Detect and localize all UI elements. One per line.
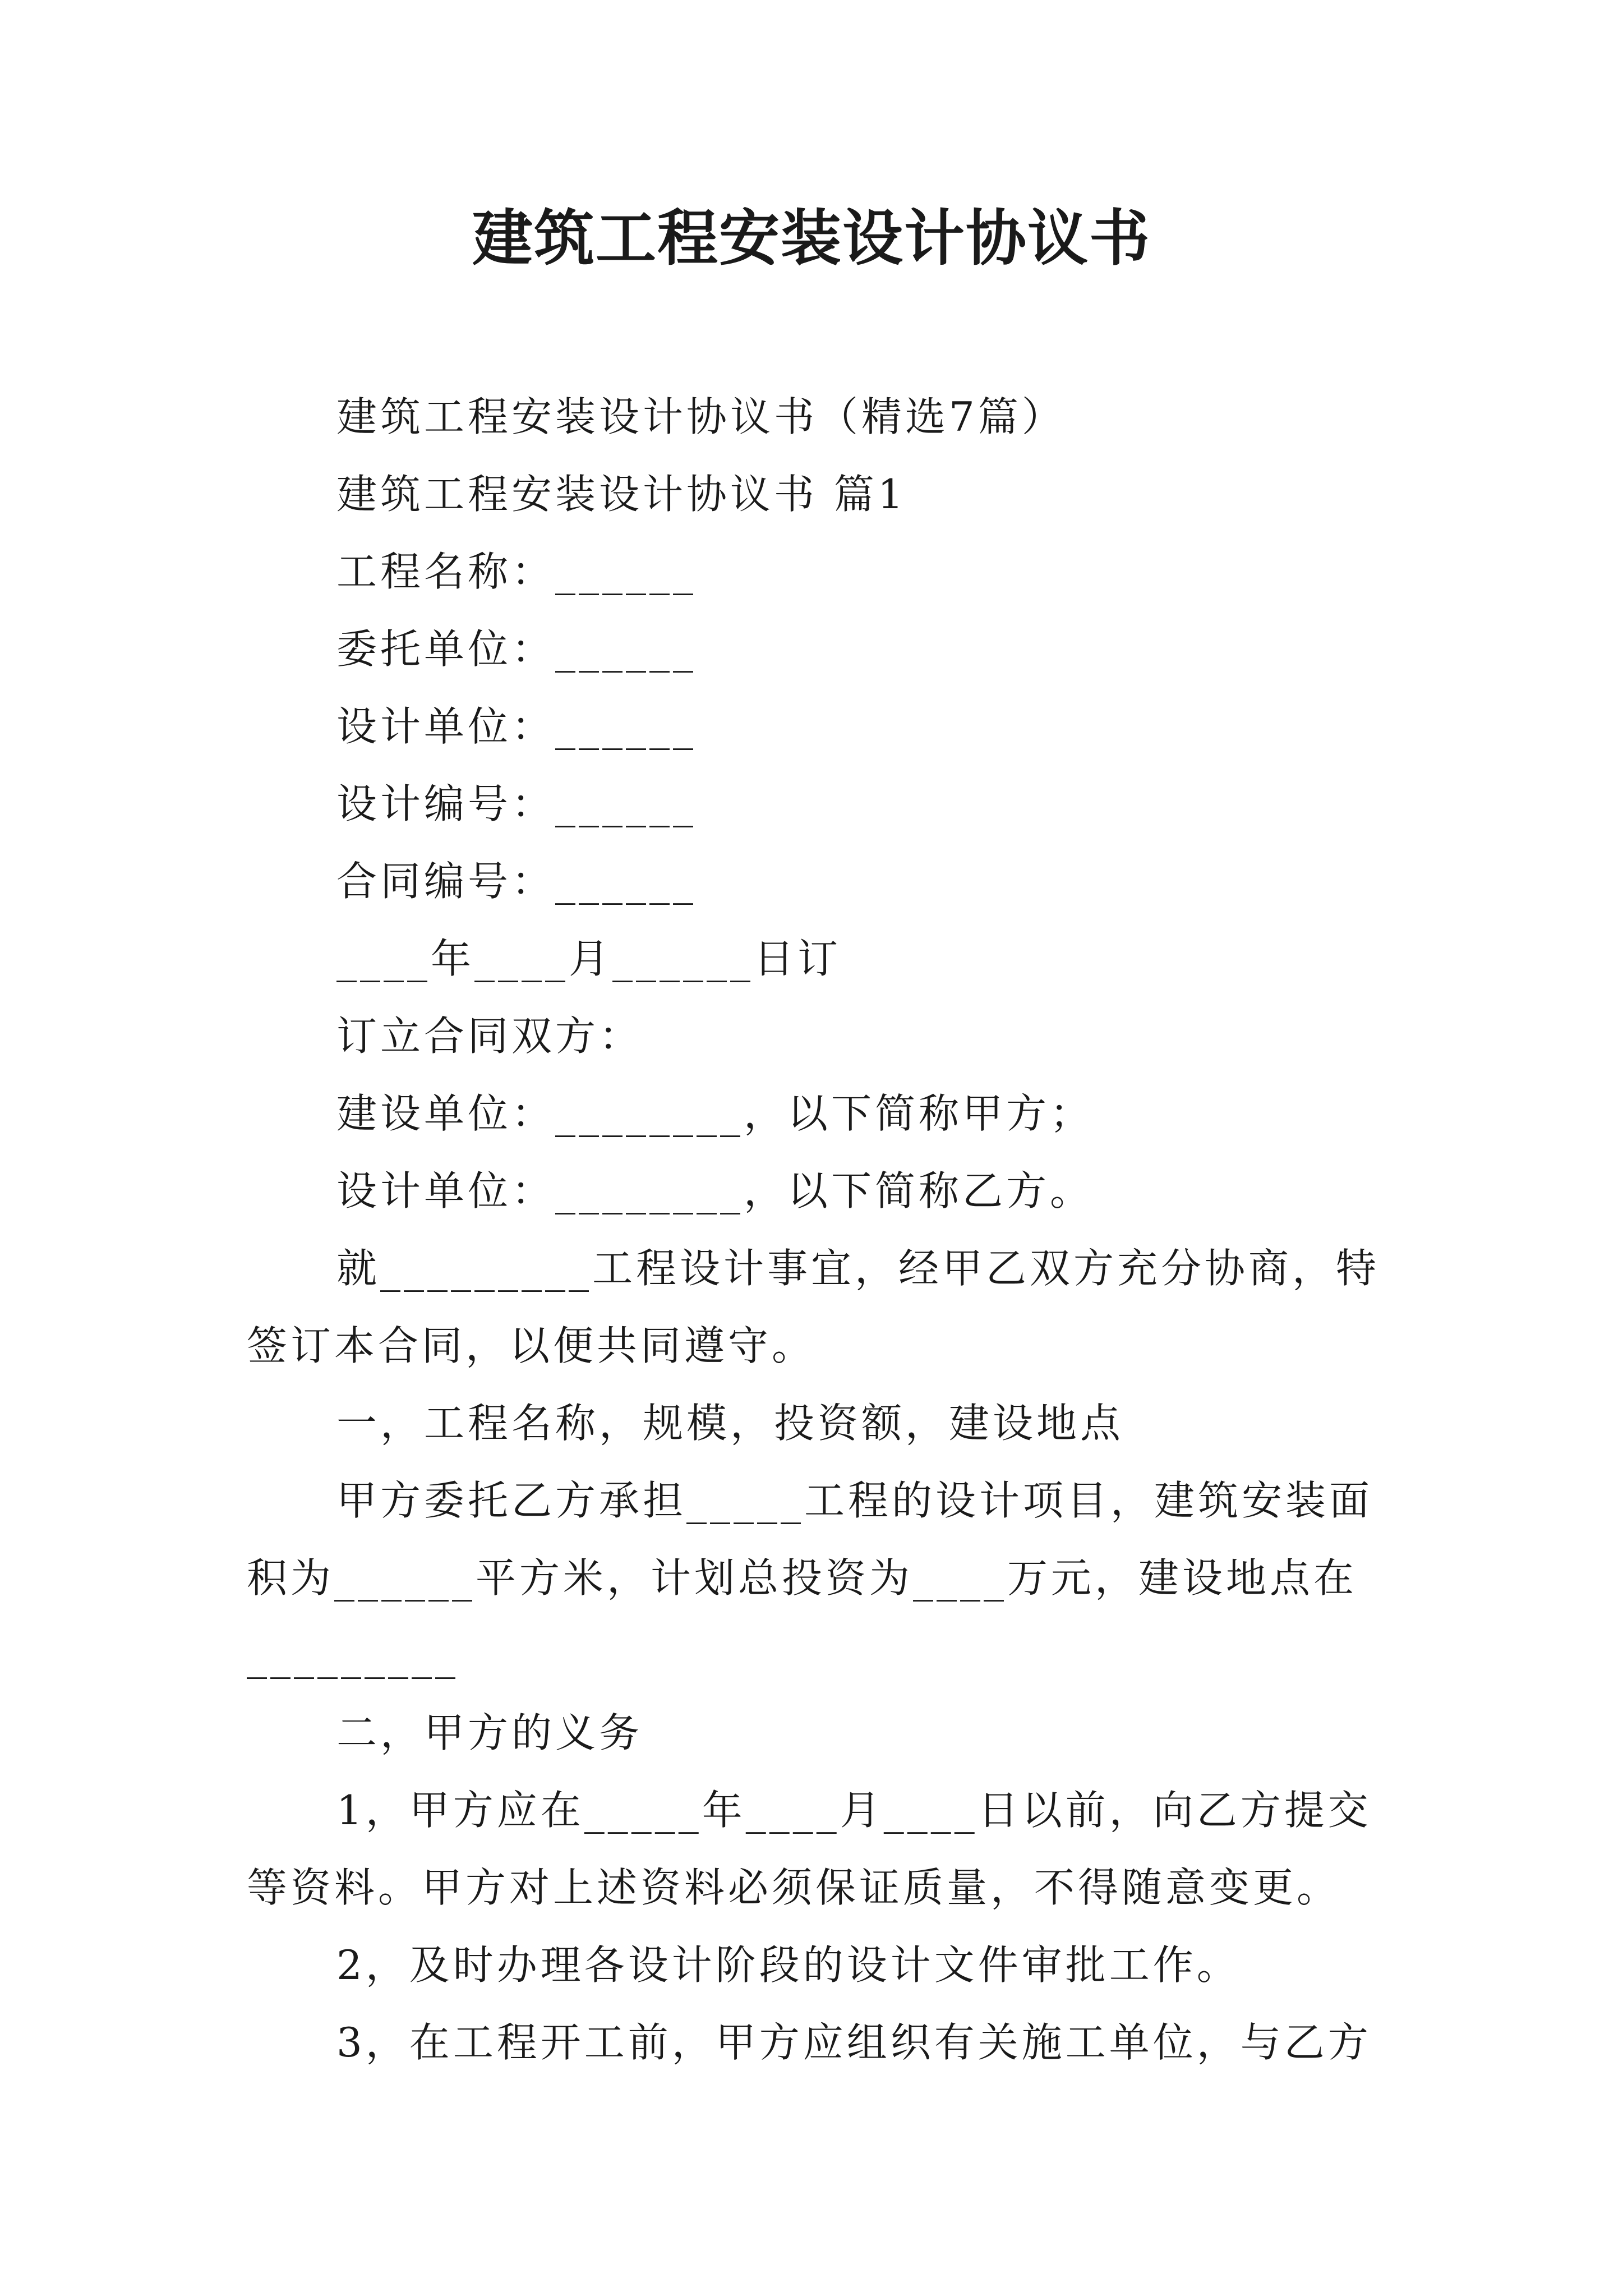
section-heading-1: 一，工程名称，规模，投资额，建设地点 [336, 1400, 1124, 1447]
paragraph-row: 签订本合同，以便共同遵守。 [247, 1322, 816, 1369]
paragraph-row: 积为______平方米，计划总投资为____万元，建设地点在 [247, 1554, 1358, 1602]
contract-number-line: 合同编号：______ [336, 858, 697, 905]
party-a-line: 建设单位：________，以下简称甲方； [336, 1090, 1094, 1137]
paragraph-row: 1，甲方应在_____年____月____日以前，向乙方提交 [336, 1787, 1372, 1834]
date-line: ____年____月______日订 [336, 935, 842, 982]
section-heading-2: 二，甲方的义务 [336, 1709, 643, 1756]
document-title: 建筑工程安装设计协议书 [472, 203, 1151, 274]
party-b-line: 设计单位：________，以下简称乙方。 [336, 1167, 1094, 1214]
section-title-line: 建筑工程安装设计协议书 篇1 [336, 471, 907, 518]
paragraph-item-1 [247, 1772, 1376, 1926]
parties-line: 订立合同双方： [336, 1013, 643, 1060]
paragraph-row: _________ [247, 1632, 459, 1679]
list-item-2: 2，及时办理各设计阶段的设计文件审批工作。 [336, 1941, 1241, 1989]
design-unit-line: 设计单位：______ [336, 703, 697, 750]
paragraph-row: 就_________工程设计事宜，经甲乙双方充分协商，特 [336, 1245, 1380, 1292]
paragraph-row: 等资料。甲方对上述资料必须保证质量，不得随意变更。 [247, 1864, 1341, 1911]
project-name-line: 工程名称：______ [336, 548, 697, 595]
design-number-line: 设计编号：______ [336, 780, 697, 827]
paragraph-project-scope [247, 1462, 1376, 1694]
client-unit-line: 委托单位：______ [336, 625, 697, 673]
document-body [247, 378, 1380, 2081]
paragraph-row: 甲方委托乙方承担_____工程的设计项目，建筑安装面 [336, 1477, 1373, 1524]
paragraph-agreement [247, 1230, 1380, 1384]
subtitle-line: 建筑工程安装设计协议书（精选7篇） [336, 393, 1066, 440]
list-item-3: 3，在工程开工前，甲方应组织有关施工单位，与乙方 [336, 2019, 1372, 2066]
